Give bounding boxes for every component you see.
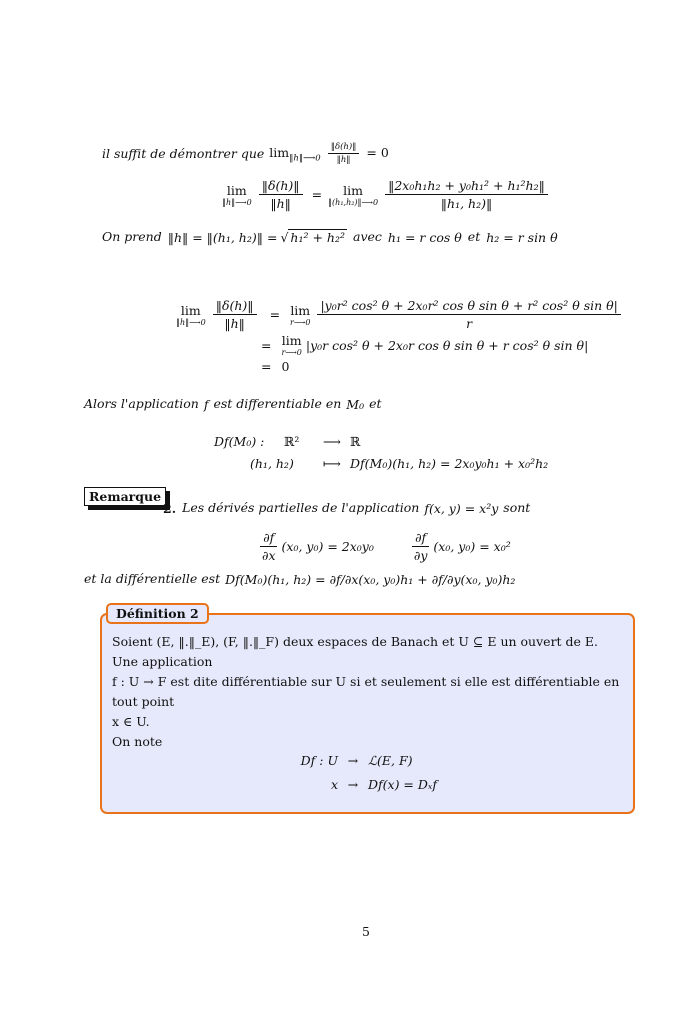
definition-mapping: Df : U → ℒ(E, F) x → Df(x) = Dₓf xyxy=(300,752,437,792)
limit-equation-1: lim ‖h‖⟶0 $\frac{‖\delta(h)‖}{‖h‖}$ = lim ‖(h₁,h₂)‖⟶0 $\frac{\text{‖2x₀h₁h₂ + y₀h₁² + h₁²h₂‖}}{\text{‖h₁, h₂)‖}}$ xyxy=(222,178,551,211)
remarque-text: 2. Les dérivés partielles de l'application f(x, y) = x²y sont xyxy=(163,500,531,516)
differentielle-line: et la différentielle est Df(M₀)(h₁, h₂) = ∂f/∂x(x₀, y₀)h₁ + ∂f/∂y(x₀, y₀)h₂ xyxy=(84,571,516,587)
intro-line xyxy=(102,142,389,165)
partial-derivatives: $\frac{\partial f}{\partial x}$ (x₀, y₀) = 2x₀y₀ $\frac{\partial f}{\partial y}$ (x₀, y₀) = x₀² xyxy=(262,530,511,563)
definition-line-3: x ∈ U. xyxy=(112,714,150,729)
definition-title: Définition 2 xyxy=(106,603,209,624)
differential-mapping: Df(M₀) : ℝ² ⟶ ℝ (h₁, h₂) ⟼ Df(M₀)(h₁, h₂) = 2x₀y₀h₁ + x₀²h₂ xyxy=(214,433,549,471)
intro-math: $\lim_{‖h‖⟶0}$ $\frac{‖\delta(h)‖}{‖h‖}$ = 0 xyxy=(269,142,389,165)
sqrt-expression: √ h₁² + h₂² xyxy=(280,229,345,245)
definition-line-1: Soient (E, ‖.‖_E), (F, ‖.‖_F) deux espaces de Banach et U ⊆ E un ouvert de E. Une application xyxy=(112,634,599,669)
limit-equation-2: lim ‖h‖⟶0 $\frac{‖\delta(h)‖}{‖h‖}$ = lim r⟶0 $\frac{\text{|y₀r² cos² θ + 2x₀r² cos θ sin θ + r² cos² θ sin θ|}}{r}$ = lim r⟶0 |y₀r cos² θ + 2x₀r cos θ sin θ + r cos² θ sin θ| = 0 xyxy=(176,298,624,374)
intro-text: il suffit de démontrer que xyxy=(102,145,265,161)
definition-body xyxy=(112,632,624,752)
definition-line-2: f : U → F est dite différentiable sur U si et seulement si elle est différentiable en tout point xyxy=(112,674,620,709)
definition-line-4: On note xyxy=(112,734,163,749)
page-number: 5 xyxy=(362,924,370,939)
on-prend-line: On prend ‖h‖ = ‖(h₁, h₂)‖ = √ h₁² + h₂² avec h₁ = r cos θ et h₂ = r sin θ xyxy=(102,229,558,245)
alors-line: Alors l'application f est differentiable en M₀ et xyxy=(84,396,382,412)
remarque-badge: Remarque xyxy=(84,487,166,506)
